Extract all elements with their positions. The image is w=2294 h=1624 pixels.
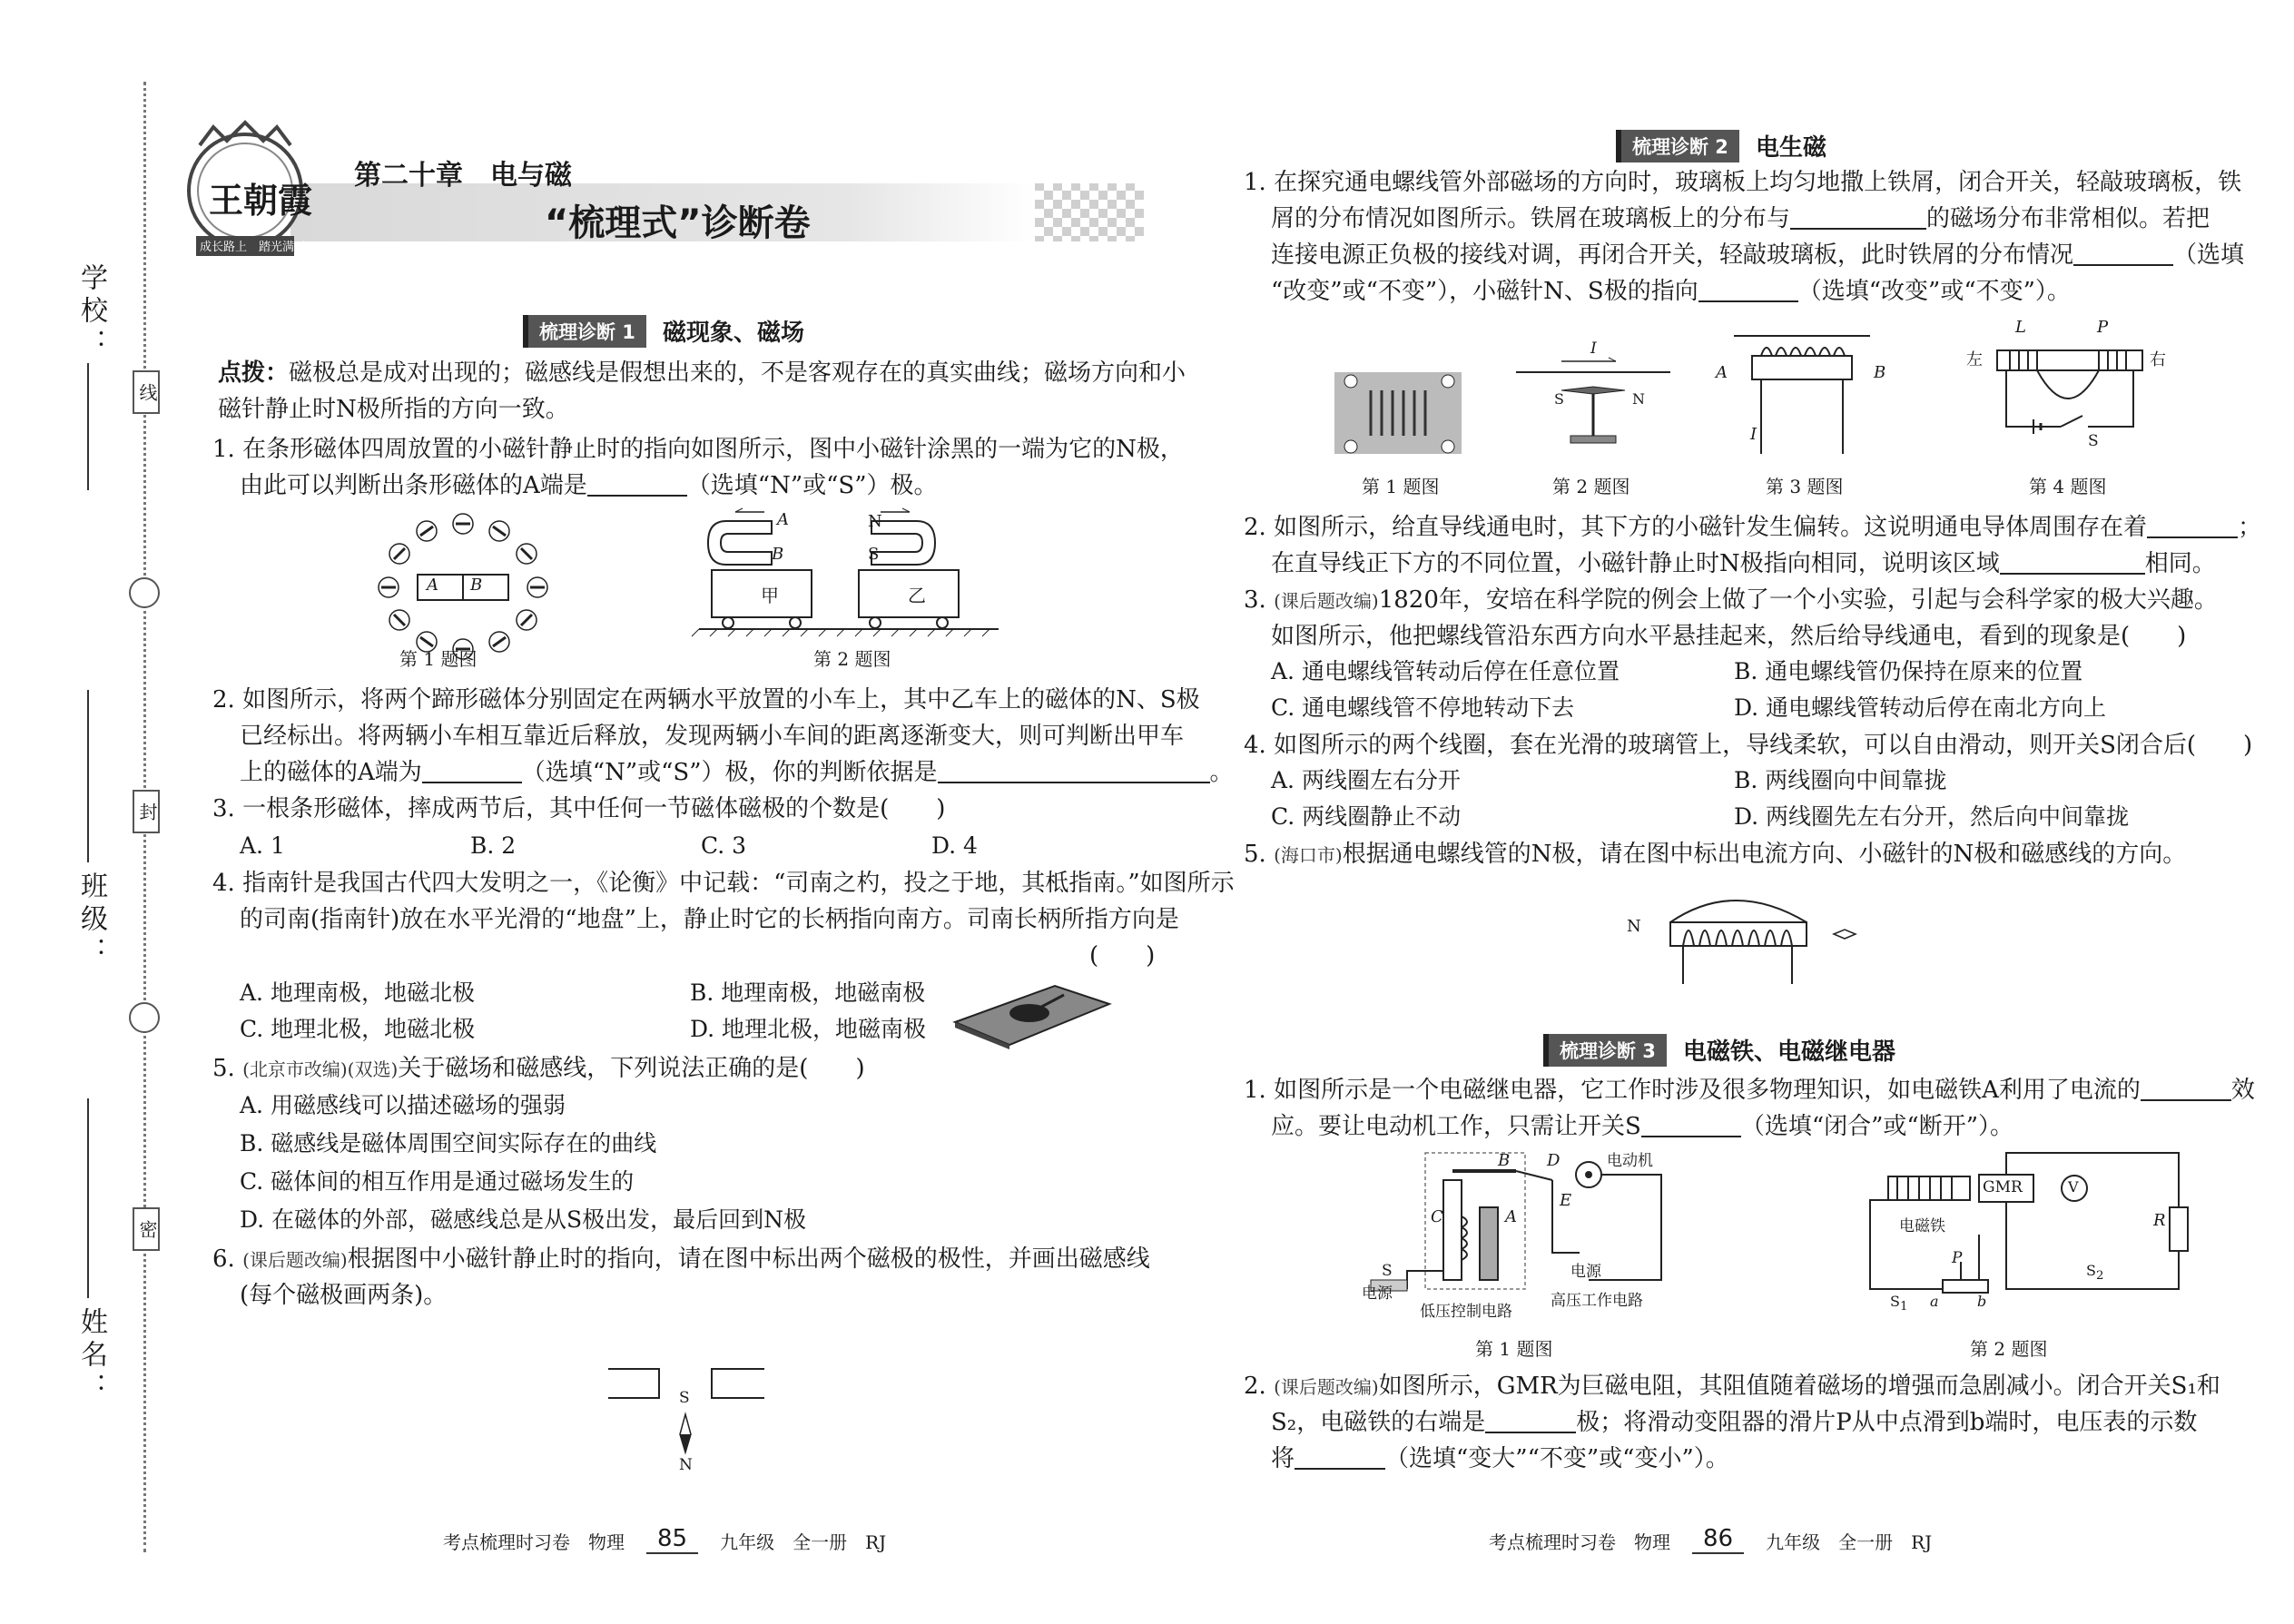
relay-label-c: C (1431, 1207, 1443, 1226)
fig2-label-s: S (868, 545, 880, 564)
q3-stem: 3. 一根条形磁体，摔成两节后，其中任何一节磁体磁极的个数是( ) (212, 795, 946, 822)
tip-line-2: 磁针静止时N极所指的方向一致。 (218, 396, 569, 423)
r-q3-line-1: 3. (课后题改编)1820年，安培在科学院的例会上做了一个小实验，引起与会科学家的极大兴趣。 (1244, 586, 2218, 614)
figure-iron-filings (1334, 363, 1471, 463)
r-q2-blank-1[interactable] (2147, 511, 2238, 538)
school-field[interactable] (87, 363, 89, 490)
q6-compass-s: S (679, 1389, 690, 1407)
r3-q2-blank-2[interactable] (1295, 1442, 1385, 1470)
r3-q2-line-3: 将 （选填“变大”“不变”或“变小”）。 (1271, 1440, 1729, 1478)
relay-label-d: D (1547, 1151, 1561, 1170)
r3-q1-blank-1[interactable] (2141, 1074, 2231, 1101)
relay-label-b: B (1498, 1151, 1511, 1170)
figure-horseshoe-carts (699, 516, 1008, 643)
gmr-caption: 第 2 题图 (1970, 1338, 2048, 1360)
r-q2-line-1: 2. 如图所示，给直导线通电时，其下方的小磁针发生偏转。这说明通电导体周围存在着 ； (1244, 508, 2261, 546)
r-q4-stem: 4. 如图所示的两个线圈，套在光滑的玻璃管上，导线柔软，可以自由滑动，则开关S闭合后( ) (1244, 732, 2253, 759)
q5-option-a[interactable]: A. 用磁感线可以描述磁场的强弱 (240, 1092, 566, 1118)
relay-label-a: A (1505, 1207, 1517, 1226)
q3-option-c[interactable]: C. 3 (701, 832, 747, 859)
seal-mark-secret: 密 (133, 1207, 160, 1251)
gmr-label-b: b (1977, 1293, 1987, 1310)
fig1-label-b: B (470, 576, 483, 595)
binding-margin (0, 0, 182, 1624)
q5-option-c[interactable]: C. 磁体间的相互作用是通过磁场发生的 (240, 1168, 635, 1195)
r3-q2-blank-1[interactable] (1485, 1406, 1576, 1433)
r-q2-line-2: 在直导线正下方的不同位置，小磁针静止时N极指向相同，说明该区域 相同。 (1271, 545, 2216, 583)
brand-logo: 王朝霞 (209, 180, 313, 221)
r-q1-line-1: 1. 在探究通电螺线管外部磁场的方向时，玻璃板上均匀地撒上铁屑，闭合开关，轻敲玻璃板，铁 (1244, 169, 2242, 196)
r-fig3-caption: 第 3 题图 (1766, 476, 1844, 497)
q2-line-2: 已经标出。将两辆小车相互靠近后释放，发现两辆小车间的距离逐渐变大，则可判断出甲车 (240, 723, 1185, 750)
r-q4-option-a[interactable]: A. 两线圈左右分开 (1271, 767, 1461, 793)
q4-option-a[interactable]: A. 地理南极，地磁北极 (240, 979, 475, 1006)
q1-line-1: 1. 在条形磁体四周放置的小磁针静止时的指向如图所示，图中小磁针涂黑的一端为它的N极， (212, 436, 1184, 463)
q1-answer-blank[interactable] (587, 469, 687, 497)
fig4-label-p: P (2097, 318, 2109, 337)
r-q3-option-a[interactable]: A. 通电螺线管转动后停在任意位置 (1271, 658, 1620, 684)
q5-option-b[interactable]: B. 磁感线是磁体周围空间实际存在的曲线 (240, 1130, 657, 1156)
fig4-label-switch: S (2088, 432, 2099, 450)
footer-grade: 九年级 全一册 RJ (720, 1531, 887, 1553)
section-2-heading (1616, 129, 1826, 162)
section-title: 电磁铁、电磁继电器 (1682, 1038, 1895, 1066)
q5-stem: 5. (北京市改编)(双选)关于磁场和磁感线，下列说法正确的是( ) (212, 1055, 865, 1082)
fig2-label-b: B (772, 545, 784, 564)
gmr-voltmeter-label: V (2068, 1178, 2079, 1196)
r-fig2-caption: 第 2 题图 (1552, 476, 1630, 497)
section-tag: 梳理诊断 1 (523, 315, 646, 348)
section-tag: 梳理诊断 2 (1616, 130, 1739, 162)
r-q1-blank-1[interactable] (1790, 202, 1926, 230)
figure-solenoid-compass[interactable] (1652, 890, 1888, 989)
r3-q1-line-1: 1. 如图所示是一个电磁继电器，它工作时涉及很多物理知识，如电磁铁A利用了电流的 效 (1244, 1071, 2255, 1109)
q2-answer-blank-pole[interactable] (422, 756, 522, 783)
r3-q2-line-1: 2. (课后题改编)如图所示，GMR为巨磁电阻，其阻值随着磁场的增强而急剧减小。闭合开关S₁和 (1244, 1373, 2220, 1400)
binding-hole (129, 1002, 160, 1033)
r-q5-label-n: N (1627, 917, 1641, 936)
q3-option-a[interactable]: A. 1 (240, 832, 285, 859)
q4-option-c[interactable]: C. 地理北极，地磁北极 (240, 1016, 476, 1042)
relay-label-s: S (1382, 1262, 1393, 1280)
relay-power-high: 电源 (1570, 1263, 1601, 1281)
footer-grade: 九年级 全一册 RJ (1766, 1531, 1933, 1553)
q3-option-b[interactable]: B. 2 (470, 832, 517, 859)
seal-mark-seal: 封 (133, 790, 160, 833)
figure-bar-magnet-compasses (372, 513, 554, 658)
tip-line-1: 点拨：磁极总是成对出现的；磁感线是假想出来的，不是客观存在的真实曲线；磁场方向和小 (218, 359, 1186, 387)
q6-compass-n: N (679, 1456, 693, 1474)
page-number: 86 (1692, 1525, 1744, 1554)
r-q4-option-b[interactable]: B. 两线圈向中间靠拢 (1734, 767, 1947, 793)
q4-option-b[interactable]: B. 地理南极，地磁南极 (690, 979, 926, 1006)
relay-high-circuit: 高压工作电路 (1551, 1292, 1643, 1310)
name-label: 姓名： (75, 1307, 107, 1405)
q1-line-2: 由此可以判断出条形磁体的A端是 （选填“N”或“S”）极。 (240, 467, 938, 505)
school-label: 学校： (75, 263, 107, 361)
section-1-heading (523, 314, 804, 348)
q6-line-2: (每个磁极画两条)。 (240, 1282, 448, 1309)
q2-answer-blank-reason[interactable] (938, 756, 1210, 783)
relay-caption: 第 1 题图 (1475, 1338, 1553, 1360)
tip-label: 点拨： (218, 359, 290, 387)
fig-wire-current: I (1590, 340, 1597, 358)
class-label: 班级： (75, 871, 107, 969)
page-85 (182, 0, 1235, 1624)
class-field[interactable] (87, 690, 89, 862)
fig4-label-left: 左 (1966, 350, 1983, 369)
r-q3-line-2: 如图所示，他把螺线管沿东西方向水平悬挂起来，然后给导线通电，看到的现象是( ) (1271, 623, 2187, 650)
r-q4-option-c[interactable]: C. 两线圈静止不动 (1271, 803, 1462, 830)
brand-slogan: 成长路上 踏光满天 (200, 241, 307, 254)
fig2-cart-jia: 甲 (761, 585, 779, 606)
q4-line-2: 的司南(指南针)放在水平光滑的“地盘”上，静止时它的长柄指向南方。司南长柄所指方向是 (240, 906, 1179, 933)
fig4-label-l: L (2015, 318, 2026, 337)
q5-option-d[interactable]: D. 在磁体的外部，磁感线总是从S极出发，最后回到N极 (240, 1206, 807, 1233)
figure-sinan-compass (955, 977, 1109, 1049)
q2-line-1: 2. 如图所示，将两个蹄形磁体分别固定在两辆水平放置的小车上，其中乙车上的磁体的N、S极 (212, 686, 1200, 714)
gmr-label-r: R (2153, 1211, 2166, 1230)
figure-two-poles-compass[interactable] (608, 1362, 790, 1462)
fig2-cart-yi: 乙 (908, 585, 926, 606)
r-q3-option-b[interactable]: B. 通电螺线管仍保持在原来的位置 (1734, 658, 2083, 684)
page-86 (1216, 0, 2260, 1624)
gmr-label-p: P (1952, 1249, 1963, 1267)
section-3-heading (1543, 1033, 1895, 1067)
r-q1-line-2: 屑的分布情况如图所示。铁屑在玻璃板上的分布与 的磁场分布非常相似。若把 (1271, 200, 2210, 238)
r-q1-line-4: “改变”或“不变”），小磁针N、S极的指向 （选填“改变”或“不变”）。 (1271, 272, 2071, 310)
section-title: 电生磁 (1755, 134, 1826, 162)
fig2-label-n: N (868, 512, 882, 531)
relay-low-circuit: 低压控制电路 (1420, 1303, 1512, 1321)
gmr-label: GMR (1983, 1178, 2023, 1196)
gmr-label-s2: $S_2$ (2086, 1262, 2104, 1284)
section-tag: 梳理诊断 3 (1543, 1034, 1667, 1067)
relay-power-low: 电源 (1362, 1284, 1393, 1303)
r-q2-blank-2[interactable] (2000, 547, 2145, 575)
page-title: “梳理式”诊断卷 (545, 202, 811, 244)
fig1-caption: 第 1 题图 (399, 648, 478, 670)
q4-line-1: 4. 指南针是我国古代四大发明之一，《论衡》中记载：“司南之杓，投之于地，其柢指南。”如图所示 (212, 870, 1235, 897)
name-field[interactable] (87, 1098, 89, 1298)
page-number: 85 (646, 1525, 698, 1554)
footer-book-title: 考点梳理时习卷 物理 (443, 1531, 625, 1553)
fig4-label-right: 右 (2150, 350, 2166, 369)
gmr-magnet-label: 电磁铁 (1899, 1217, 1945, 1235)
q4-option-d[interactable]: D. 地理北极，地磁南极 (690, 1016, 927, 1042)
relay-label-e: E (1560, 1191, 1572, 1210)
r-q4-option-d[interactable]: D. 两线圈先左右分开，然后向中间靠拢 (1734, 803, 2130, 830)
r3-q2-line-2: S₂，电磁铁的右端是 极；将滑动变阻器的滑片P从中点滑到b端时，电压表的示数 (1271, 1403, 2197, 1442)
figure-two-coils (1997, 336, 2142, 454)
q2-line-3: 上的磁体的A端为 （选填“N”或“S”）极，你的判断依据是 。 (240, 753, 1234, 792)
r-q3-option-c[interactable]: C. 通电螺线管不停地转动下去 (1271, 694, 1575, 721)
footer-book-title: 考点梳理时习卷 物理 (1489, 1531, 1670, 1553)
r3-q1-blank-2[interactable] (1641, 1110, 1741, 1137)
r3-q1-line-2: 应。要让电动机工作，只需让开关S （选填“闭合”或“断开”）。 (1271, 1107, 2013, 1146)
relay-motor-label: 电动机 (1607, 1152, 1653, 1170)
section-title: 磁现象、磁场 (662, 320, 804, 347)
fig-wire-s: S (1554, 390, 1564, 408)
footer-left (443, 1525, 886, 1554)
q3-option-d[interactable]: D. 4 (931, 832, 978, 859)
fig3-label-a: A (1716, 363, 1728, 382)
chapter-title: 第二十章 电与磁 (354, 160, 572, 192)
q6-line-1: 6. (课后题改编)根据图中小磁针静止时的指向，请在图中标出两个磁极的极性，并画出磁感线 (212, 1245, 1150, 1273)
r-fig1-caption: 第 1 题图 (1362, 476, 1440, 497)
seal-mark-line: 线 (133, 370, 160, 414)
fig2-label-a: A (777, 510, 789, 529)
fig2-caption: 第 2 题图 (813, 648, 891, 670)
figure-wire-compass (1516, 345, 1670, 454)
gmr-label-a: a (1930, 1293, 1939, 1310)
fig1-label-a: A (427, 576, 438, 595)
r-q1-blank-2[interactable] (2073, 239, 2173, 266)
footer-right (1489, 1525, 1932, 1554)
r-q1-blank-3[interactable] (1698, 275, 1798, 302)
fig3-label-b: B (1874, 363, 1886, 382)
q4-answer-paren[interactable]: ( ) (1089, 942, 1156, 969)
binding-hole (129, 577, 160, 608)
fig3-label-i: I (1750, 425, 1757, 444)
r-q5-stem: 5. (海口市)根据通电螺线管的N极，请在图中标出电流方向、小磁针的N极和磁感线的方向。 (1244, 841, 2187, 868)
r-q1-line-3: 连接电源正负极的接线对调，再闭合开关，轻敲玻璃板，此时铁屑的分布情况 （选填 (1271, 236, 2244, 274)
r-fig4-caption: 第 4 题图 (2029, 476, 2107, 497)
gmr-label-s1: $S_1$ (1890, 1293, 1908, 1314)
fig-wire-n: N (1632, 390, 1645, 408)
r-q3-option-d[interactable]: D. 通电螺线管转动后停在南北方向上 (1734, 694, 2107, 721)
